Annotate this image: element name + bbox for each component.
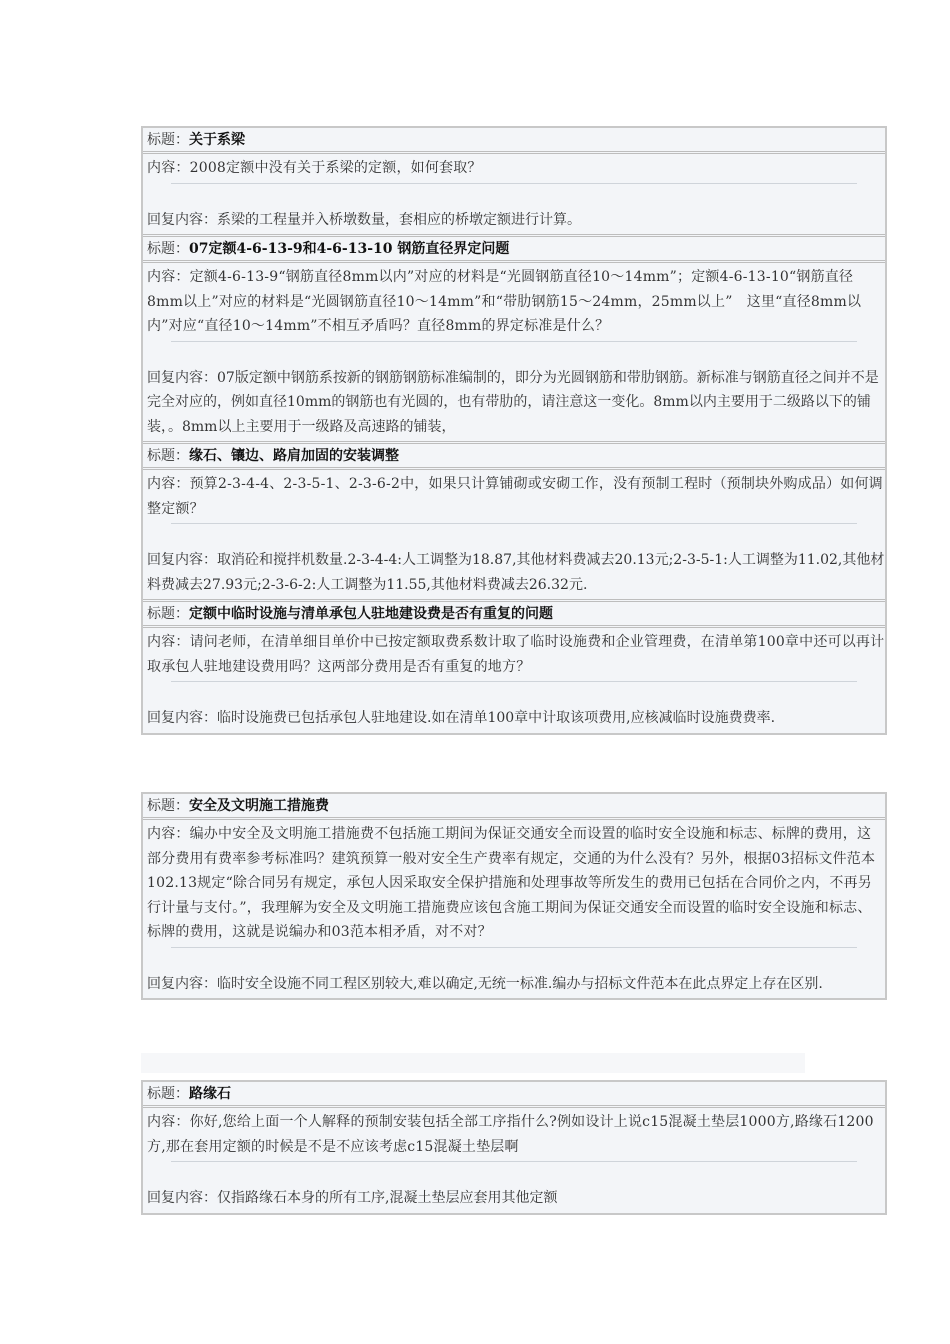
qa-reply-text: 临时安全设施不同工程区别较大,难以确定,无统一标准.编办与招标文件范本在此点界定上存在区别. — [217, 975, 823, 992]
qa-content — [143, 628, 885, 679]
title-label: 标题： — [147, 606, 189, 622]
content-label: 内容： — [147, 160, 190, 176]
qa-content-text: 预算2-3-4-4、2-3-5-1、2-3-6-2中，如果只计算铺砌或安砌工作，没有预制工程时（预制块外购成品）如何调整定额？ — [147, 476, 883, 517]
qa-content — [143, 820, 885, 945]
qa-item — [143, 441, 885, 599]
qa-block-1 — [141, 126, 887, 735]
qa-item — [143, 599, 885, 733]
separator — [171, 681, 857, 682]
qa-title-row — [143, 237, 885, 263]
reply-label: 回复内容： — [147, 552, 217, 568]
qa-title-row — [143, 444, 885, 470]
title-label: 标题： — [147, 1086, 189, 1102]
qa-reply-text: 取消砼和搅拌机数量.2-3-4-4:人工调整为18.87,其他材料费减去20.13元;2-3-5-1:人工调整为11.02,其他材料费减去27.93元;2-3-6-2:人工调整为11.55,其他材料费减去26.32元. — [147, 552, 885, 593]
separator — [171, 947, 857, 948]
qa-reply — [143, 366, 885, 442]
qa-item — [143, 794, 885, 998]
qa-reply — [143, 706, 885, 733]
separator — [171, 523, 857, 524]
qa-block-2 — [141, 792, 887, 1000]
qa-content-text: 编办中安全及文明施工措施费不包括施工期间为保证交通安全而设置的临时安全设施和标志、标牌的费用，这部分费用有费率参考标准吗？建筑预算一般对安全生产费率有规定，交通的为什么没有？另外，根据03招标文件范本102.13规定“除合同另有规定，承包人因采取安全保护措施和处理事故等所发生的费用已包括在合同价之内，不再另行计量与支付。”，我理解为安全及文明施工措施费应该包含施工期间为保证交通安全而设置的临时安全设施和标志、标牌的费用，这就是说编办和03范本相矛盾，对不对？ — [147, 826, 876, 940]
title-label: 标题： — [147, 798, 189, 814]
qa-reply-text: 07版定额中钢筋系按新的钢筋钢筋标准编制的，即分为光圆钢筋和带肋钢筋。新标准与钢筋直径之间并不是完全对应的，例如直径10mm的钢筋也有光圆的，也有带肋的，请注意这一变化。8mm以内主要用于二级路以下的铺装，。8mm以上主要用于一级路及高速路的铺装， — [147, 369, 879, 435]
qa-reply — [143, 972, 885, 999]
qa-title: 路缘石 — [189, 1086, 231, 1102]
title-label: 标题： — [147, 448, 189, 464]
qa-reply — [143, 1186, 885, 1213]
reply-label: 回复内容： — [147, 710, 217, 726]
reply-label: 回复内容： — [147, 975, 217, 992]
qa-title-row — [143, 128, 885, 154]
qa-title: 07定额4-6-13-9和4-6-13-10 钢筋直径界定问题 — [189, 241, 510, 257]
qa-item — [143, 1082, 885, 1213]
qa-content-text: 2008定额中没有关于系梁的定额，如何套取？ — [189, 160, 482, 176]
qa-reply-text: 临时设施费已包括承包人驻地建设.如在清单100章中计取该项费用,应核减临时设施费费率. — [217, 710, 776, 726]
qa-reply — [143, 548, 885, 599]
qa-title-row — [143, 794, 885, 820]
qa-title: 缘石、镶边、路肩加固的安装调整 — [189, 448, 399, 464]
reply-label: 回复内容： — [147, 211, 217, 228]
qa-content-text: 你好,您给上面一个人解释的预制安装包括全部工序指什么?例如设计上说c15混凝土垫层1000方,路缘石1200方,那在套用定额的时候是不是不应该考虑c15混凝土垫层啊 — [147, 1114, 874, 1155]
qa-item — [143, 128, 885, 234]
qa-content — [143, 154, 885, 181]
qa-title-row — [143, 1082, 885, 1108]
qa-title: 安全及文明施工措施费 — [189, 798, 329, 814]
qa-block-3 — [141, 1080, 887, 1215]
qa-content-text: 请问老师，在清单细目单价中已按定额取费系数计取了临时设施费和企业管理费，在清单第100章中还可以再计取承包人驻地建设费用吗？这两部分费用是否有重复的地方？ — [147, 634, 885, 675]
separator — [171, 341, 857, 342]
separator — [171, 183, 857, 184]
content-label: 内容： — [147, 476, 190, 492]
reply-label: 回复内容： — [147, 369, 217, 386]
spacer-band — [141, 1053, 805, 1073]
qa-reply-text: 系梁的工程量并入桥墩数量，套相应的桥墩定额进行计算。 — [217, 211, 581, 228]
qa-reply-text: 仅指路缘石本身的所有工序,混凝土垫层应套用其他定额 — [217, 1190, 558, 1206]
qa-title-row — [143, 602, 885, 628]
title-label: 标题： — [147, 241, 189, 257]
content-label: 内容： — [147, 826, 190, 842]
qa-title: 关于系梁 — [189, 132, 245, 148]
qa-title: 定额中临时设施与清单承包人驻地建设费是否有重复的问题 — [189, 606, 553, 622]
qa-item — [143, 234, 885, 441]
content-label: 内容： — [147, 634, 190, 650]
qa-content-text: 定额4-6-13-9“钢筋直径8mm以内”对应的材料是“光圆钢筋直径10～14mm”；定额4-6-13-10“钢筋直径8mm以上”对应的材料是“光圆钢筋直径10～14mm”和“带肋钢筋15～24mm，25mm以上” 这里“直径8mm以内”对应“直径10～14mm”不相互矛盾吗？直径8mm的界定标准是什么？ — [147, 269, 862, 334]
qa-content — [143, 263, 885, 339]
separator — [171, 1161, 857, 1162]
qa-content — [143, 470, 885, 521]
reply-label: 回复内容： — [147, 1190, 217, 1206]
title-label: 标题： — [147, 132, 189, 148]
qa-reply — [143, 208, 885, 235]
content-label: 内容： — [147, 1114, 190, 1130]
qa-content — [143, 1108, 885, 1159]
content-label: 内容： — [147, 269, 190, 285]
